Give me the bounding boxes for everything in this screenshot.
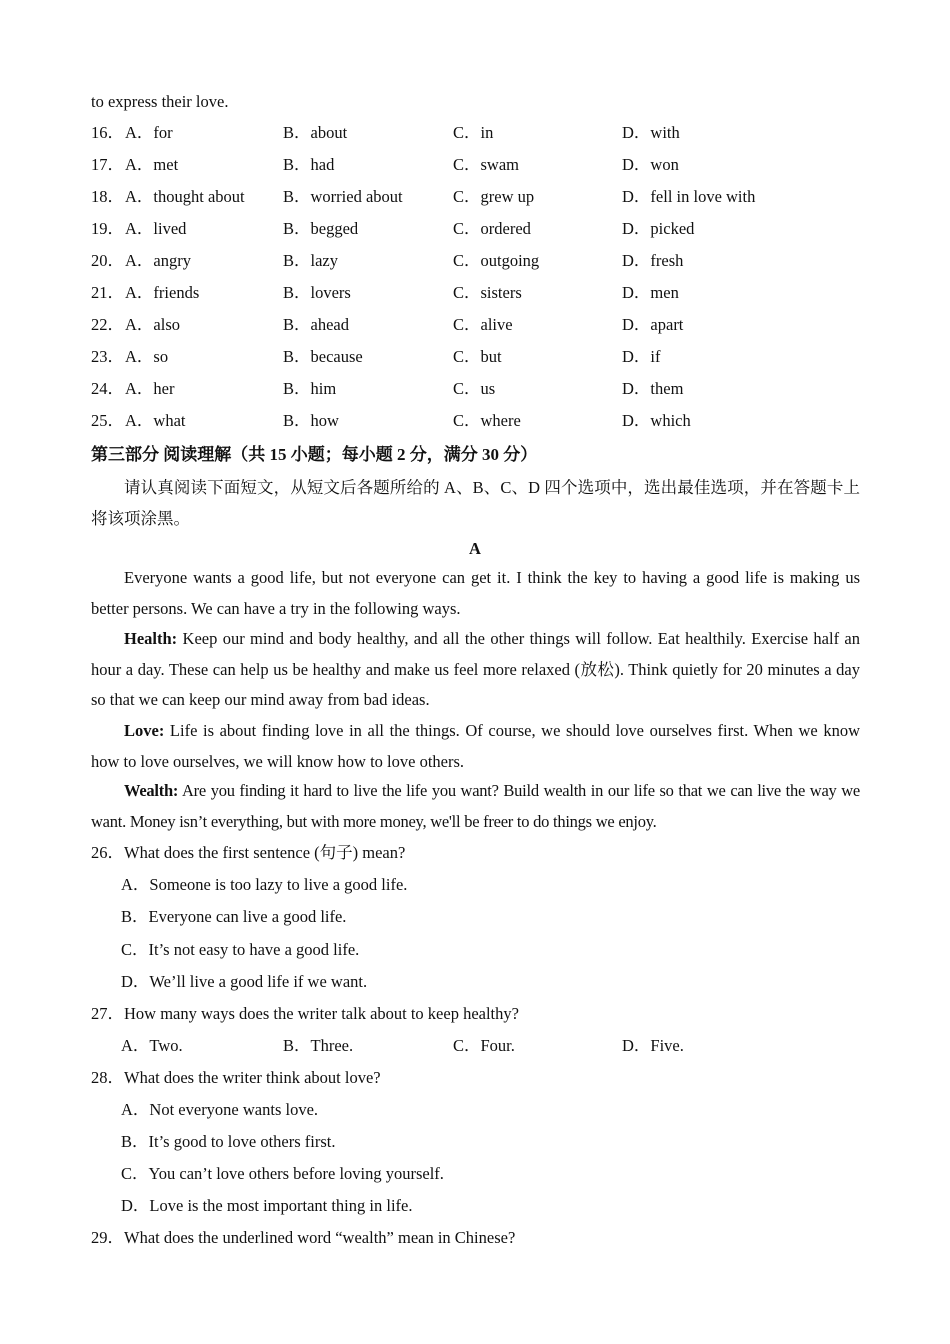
cloze-row-17 [91, 155, 871, 177]
option-c: C．sisters [453, 283, 522, 302]
option-c: C．grew up [453, 187, 535, 206]
option-c: C．outgoing [453, 251, 540, 270]
option-b: B．how [283, 411, 339, 430]
paragraph-text: Life is about finding love in all the things. Of course, we should love ourselves first. When we know how to love ourselves, we will know how to love others. [91, 721, 860, 771]
cloze-number: 19． [91, 219, 124, 238]
option-b: B．had [283, 155, 335, 174]
q28-option-d: D．Love is the most important thing in life. [121, 1196, 413, 1215]
q27-option-a: A．Two. [121, 1036, 183, 1055]
cloze-number: 25． [91, 411, 124, 430]
option-a: A．her [125, 379, 175, 398]
option-a: A．friends [125, 283, 200, 302]
option-d: D．fresh [622, 251, 684, 270]
paragraph-text: Are you finding it hard to live the life you want? Build wealth in our life so that we can live the way we want. Money isn’t everything, but with more money, we'll be freer to do things we enjoy. [91, 781, 860, 831]
option-a: A．for [125, 123, 173, 142]
option-a: A．also [125, 315, 180, 334]
q27-options [91, 1036, 871, 1058]
cloze-row-16 [91, 123, 871, 145]
intro-tail: to express their love. [91, 92, 229, 111]
cloze-row-23 [91, 347, 871, 369]
cloze-row-19 [91, 219, 871, 241]
option-a: A．met [125, 155, 179, 174]
cloze-number: 18． [91, 187, 124, 206]
passage-label: A [469, 539, 481, 558]
option-d: D．which [622, 411, 691, 430]
question-27: 27．How many ways does the writer talk about to keep healthy? [91, 1004, 519, 1023]
paragraph-text: Keep our mind and body healthy, and all the other things will follow. Eat healthily. Exercise half an hour a day. These can help us be healthy and make us feel more relaxed (放松). Think quietly for 20 minutes a day so that we can keep our mind away from bad ideas. [91, 629, 860, 709]
option-c: C．where [453, 411, 521, 430]
question-26: 26．What does the first sentence (句子) mean? [91, 843, 406, 862]
option-c: C．ordered [453, 219, 531, 238]
passage-paragraph-wealth [91, 776, 860, 837]
option-a: A．so [125, 347, 169, 366]
paragraph-label: Wealth: [124, 781, 179, 800]
cloze-number: 21． [91, 283, 124, 302]
q28-option-c: C．You can’t love others before loving yourself. [121, 1164, 444, 1183]
q26-option-c: C．It’s not easy to have a good life. [121, 940, 360, 959]
cloze-number: 20． [91, 251, 124, 270]
option-a: A．lived [125, 219, 187, 238]
option-a: A．angry [125, 251, 191, 270]
passage-paragraph-health [91, 624, 860, 716]
section-instruction: 请认真阅读下面短文，从短文后各题所给的 A、B、C、D 四个选项中，选出最佳选项，并在答题卡上将该项涂黑。 [91, 478, 860, 528]
option-b: B．lovers [283, 283, 351, 302]
passage-paragraph-1: Everyone wants a good life, but not everyone can get it. I think the key to having a good life is making us better persons. We can have a try in the following ways. [91, 568, 860, 618]
option-d: D．them [622, 379, 684, 398]
option-c: C．alive [453, 315, 513, 334]
q27-option-b: B．Three. [283, 1036, 354, 1055]
option-b: B．ahead [283, 315, 349, 334]
q28-option-b: B．It’s good to love others first. [121, 1132, 336, 1151]
cloze-number: 24． [91, 379, 124, 398]
option-c: C．but [453, 347, 502, 366]
question-29: 29．What does the underlined word “wealth” mean in Chinese? [91, 1228, 516, 1247]
paragraph-label: Health: [124, 629, 178, 648]
option-d: D．apart [622, 315, 684, 334]
option-a: A．thought about [125, 187, 245, 206]
option-d: D．picked [622, 219, 695, 238]
option-b: B．worried about [283, 187, 403, 206]
option-b: B．lazy [283, 251, 338, 270]
section-heading: 第三部分 阅读理解（共 15 小题；每小题 2 分，满分 30 分） [91, 445, 538, 464]
q28-option-a: A．Not everyone wants love. [121, 1100, 319, 1119]
paragraph-label: Love: [124, 721, 165, 740]
cloze-number: 22． [91, 315, 124, 334]
option-c: C．in [453, 123, 494, 142]
q26-option-b: B．Everyone can live a good life. [121, 907, 347, 926]
q27-option-d: D．Five. [622, 1036, 684, 1055]
option-a: A．what [125, 411, 186, 430]
cloze-row-24 [91, 379, 871, 401]
cloze-number: 16． [91, 123, 124, 142]
option-b: B．him [283, 379, 337, 398]
q27-option-c: C．Four. [453, 1036, 515, 1055]
cloze-number: 17． [91, 155, 124, 174]
option-d: D．with [622, 123, 680, 142]
question-28: 28．What does the writer think about love? [91, 1068, 381, 1087]
option-d: D．men [622, 283, 679, 302]
cloze-number: 23． [91, 347, 124, 366]
cloze-row-21 [91, 283, 871, 305]
option-b: B．begged [283, 219, 359, 238]
cloze-row-22 [91, 315, 871, 337]
option-b: B．about [283, 123, 348, 142]
cloze-row-18 [91, 187, 871, 209]
option-c: C．us [453, 379, 496, 398]
option-d: D．won [622, 155, 679, 174]
cloze-row-25 [91, 411, 871, 433]
q26-option-d: D．We’ll live a good life if we want. [121, 972, 368, 991]
q26-option-a: A．Someone is too lazy to live a good life. [121, 875, 408, 894]
passage-paragraph-love [91, 716, 860, 777]
option-b: B．because [283, 347, 363, 366]
cloze-row-20 [91, 251, 871, 273]
option-c: C．swam [453, 155, 519, 174]
option-d: D．if [622, 347, 661, 366]
option-d: D．fell in love with [622, 187, 756, 206]
